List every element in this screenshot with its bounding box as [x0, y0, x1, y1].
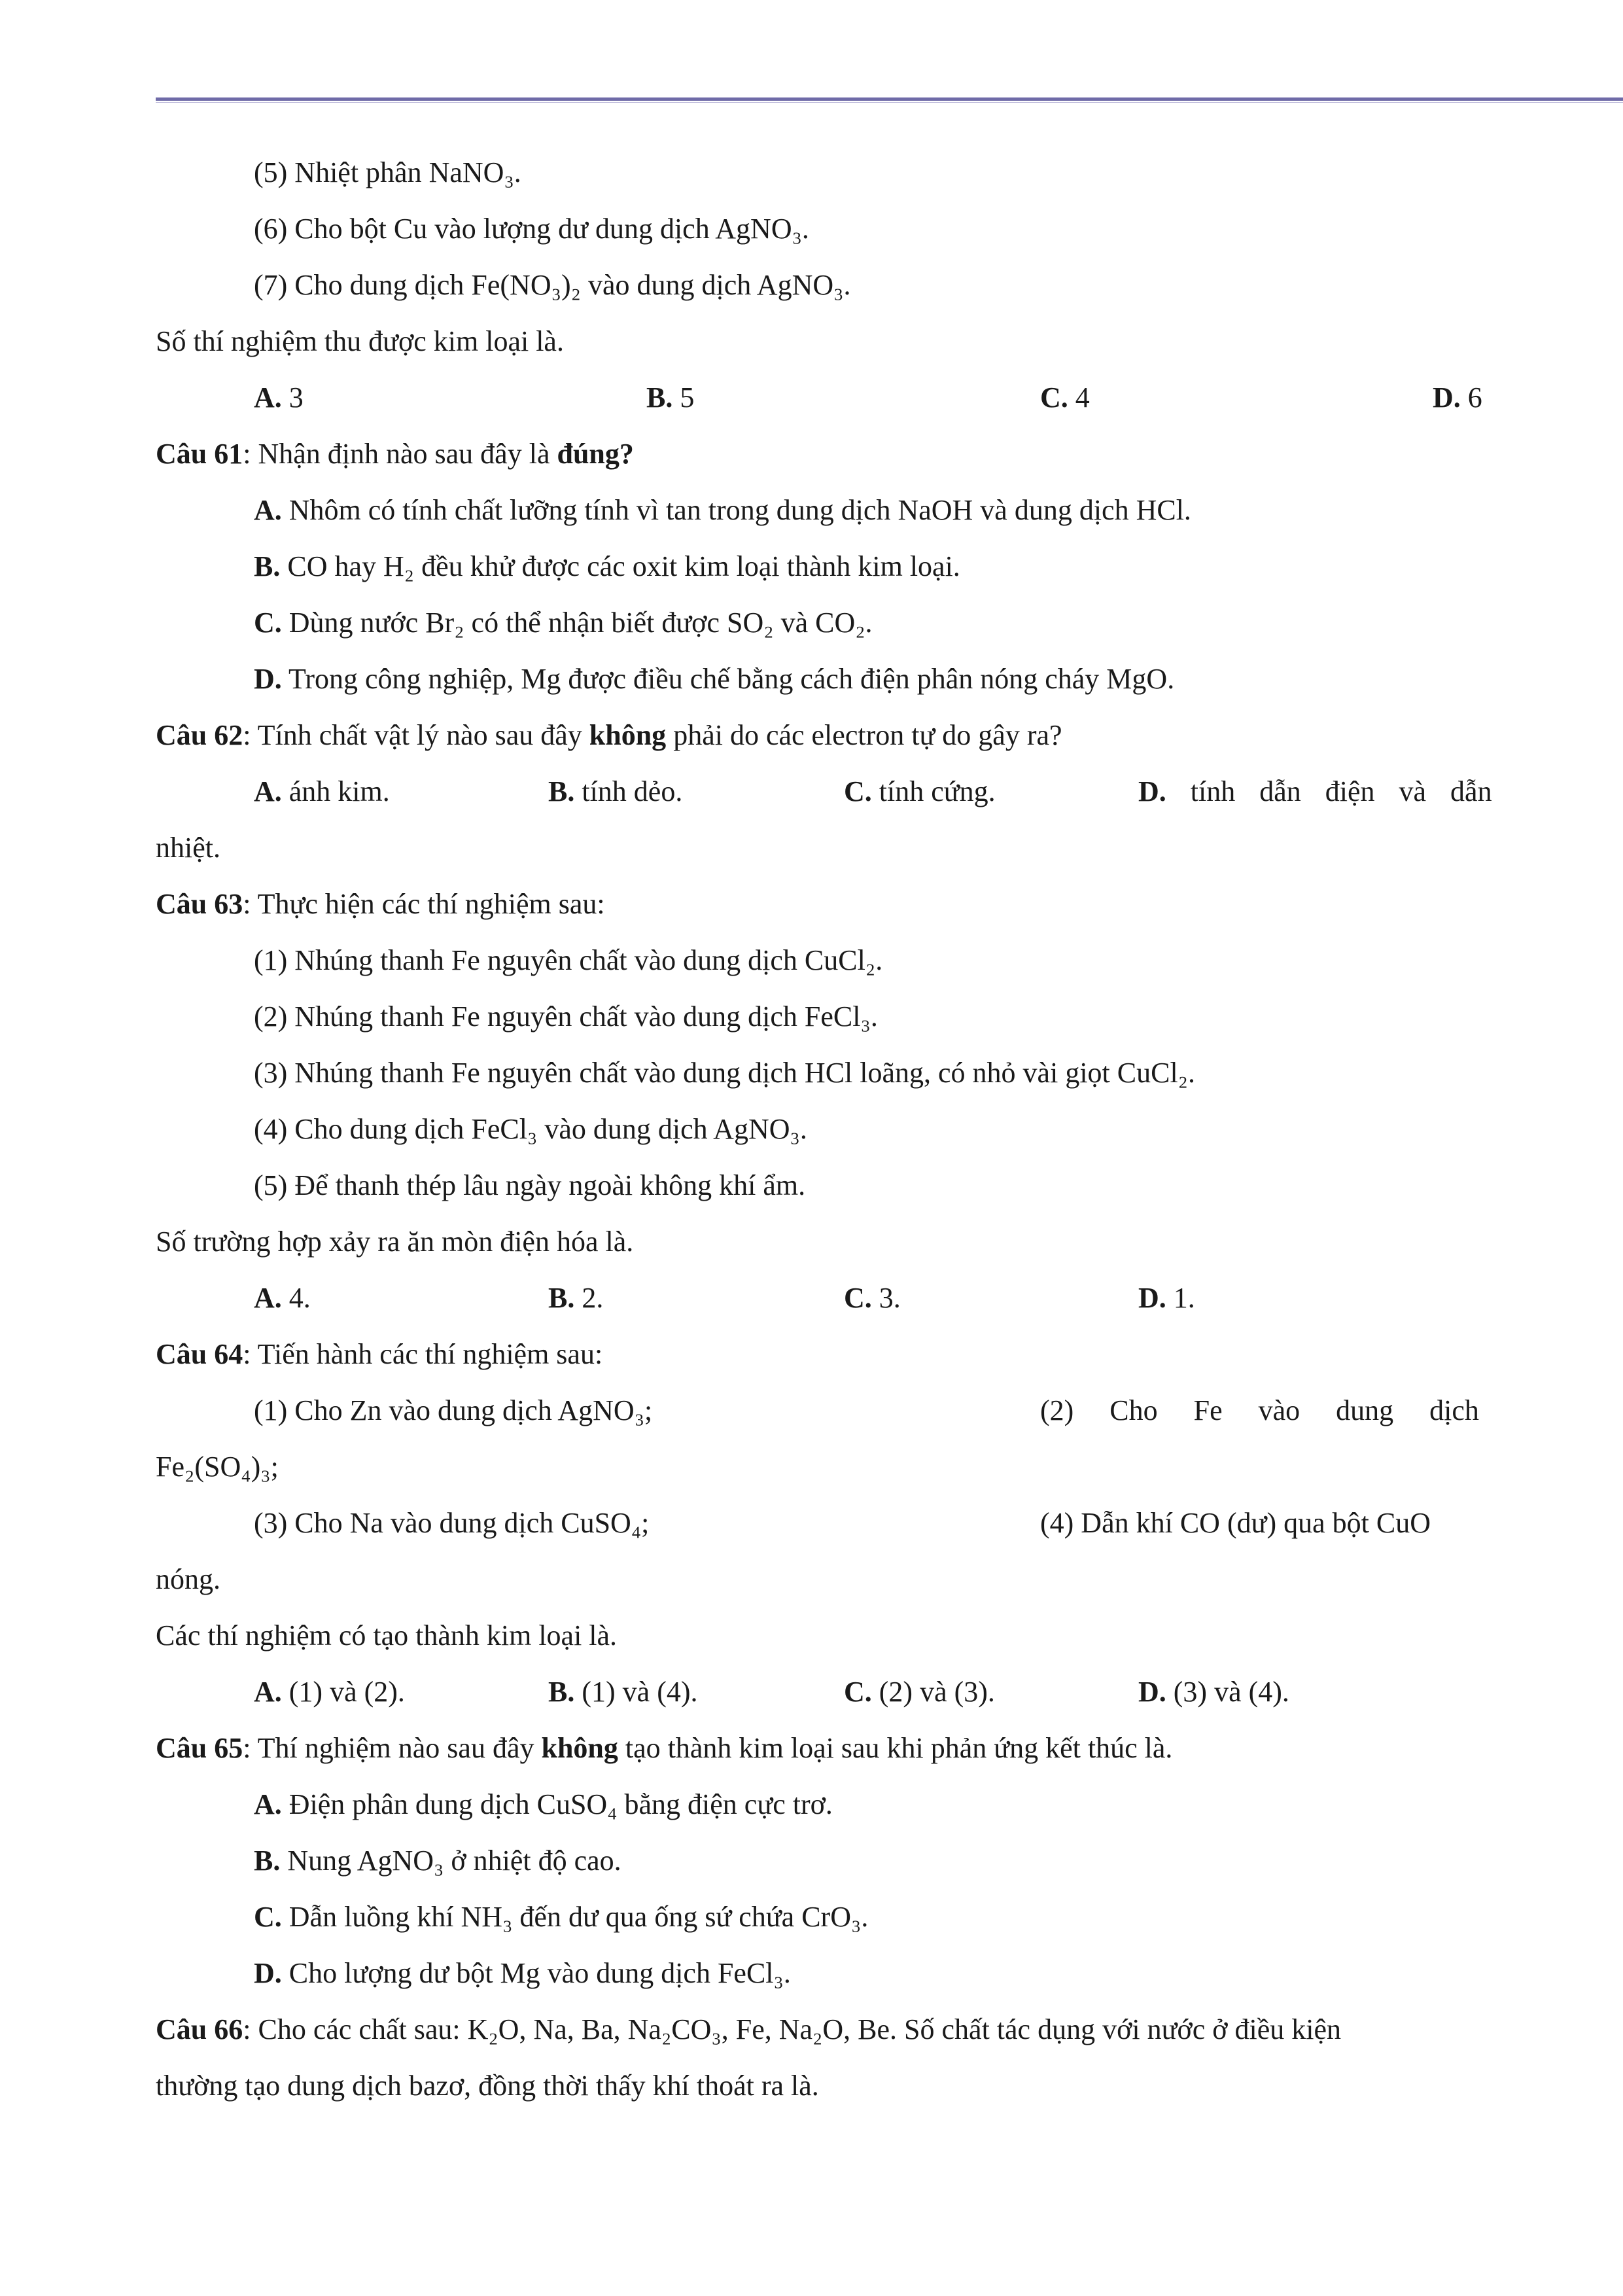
wrapped-text: nóng. [156, 1563, 220, 1595]
answer-option-b: B. 2. [548, 1282, 604, 1314]
experiment-item: (1) Cho Zn vào dung dịch AgNO₃; [254, 1394, 653, 1426]
question-prompt: Số trường hợp xảy ra ăn mòn điện hóa là. [156, 1226, 634, 1258]
answer-option-a: A. 4. [254, 1282, 311, 1314]
question-prompt: Các thí nghiệm có tạo thành kim loại là. [156, 1619, 618, 1651]
question-64: Câu 64: Tiến hành các thí nghiệm sau: [156, 1338, 603, 1370]
answer-option-d: D. Cho lượng dư bột Mg vào dung dịch FeCl₃. [254, 1957, 791, 1989]
answer-option-c: C. 3. [844, 1282, 901, 1314]
answer-option-b: B. Nung AgNO₃ ở nhiệt độ cao. [254, 1845, 621, 1877]
answer-option-c: C. tính cứng. [844, 775, 996, 807]
experiment-item: (3) Cho Na vào dung dịch CuSO₄; [254, 1507, 650, 1539]
header-rule [156, 97, 1623, 101]
answer-option-c: C. (2) và (3). [844, 1676, 995, 1708]
experiment-item: (6) Cho bột Cu vào lượng dư dung dịch AgNO₃. [254, 213, 809, 245]
answer-option-b: B. CO hay H₂ đều khử được các oxit kim loại thành kim loại. [254, 550, 960, 582]
wrapped-text: nhiệt. [156, 832, 220, 864]
wrapped-text: thường tạo dung dịch bazơ, đồng thời thấy khí thoát ra là. [156, 2070, 819, 2102]
experiment-item: (7) Cho dung dịch Fe(NO₃)₂ vào dung dịch AgNO₃. [254, 269, 851, 301]
answer-option-a: A. (1) và (2). [254, 1676, 405, 1708]
answer-option-a: A. Nhôm có tính chất lưỡng tính vì tan trong dung dịch NaOH và dung dịch HCl. [254, 494, 1191, 526]
answer-option-c: C. Dẫn luồng khí NH₃ đến dư qua ống sứ chứa CrO₃. [254, 1901, 869, 1933]
experiment-item: (1) Nhúng thanh Fe nguyên chất vào dung dịch CuCl₂. [254, 944, 883, 976]
answer-option-d: D. 1. [1138, 1282, 1195, 1314]
experiment-item: (5) Nhiệt phân NaNO₃. [254, 156, 521, 188]
question-62: Câu 62: Tính chất vật lý nào sau đây không phải do các electron tự do gây ra? [156, 719, 1062, 751]
answer-option-d: D. Trong công nghiệp, Mg được điều chế bằng cách điện phân nóng cháy MgO. [254, 663, 1175, 695]
question-61: Câu 61: Nhận định nào sau đây là đúng? [156, 438, 634, 470]
answer-option-b: B. tính dẻo. [548, 775, 683, 807]
answer-option-a: A. Điện phân dung dịch CuSO₄ bằng điện cực trơ. [254, 1788, 833, 1820]
answer-option-d: D. (3) và (4). [1138, 1676, 1289, 1708]
wrapped-text: Fe₂(SO₄)₃; [156, 1451, 279, 1483]
answer-option-c: C. Dùng nước Br₂ có thể nhận biết được SO₂ và CO₂. [254, 607, 873, 639]
answer-option-a: A. ánh kim. [254, 775, 390, 807]
answer-option-d: D. tính dẫn điện và dẫn [1138, 775, 1492, 807]
answer-option-d: D. 6 [1433, 381, 1482, 414]
experiment-item: (3) Nhúng thanh Fe nguyên chất vào dung dịch HCl loãng, có nhỏ vài giọt CuCl₂. [254, 1057, 1196, 1089]
question-65: Câu 65: Thí nghiệm nào sau đây không tạo thành kim loại sau khi phản ứng kết thúc là. [156, 1732, 1173, 1764]
experiment-item: (4) Dẫn khí CO (dư) qua bột CuO [1040, 1507, 1431, 1539]
question-63: Câu 63: Thực hiện các thí nghiệm sau: [156, 888, 605, 920]
answer-option-c: C. 4 [1040, 381, 1090, 414]
question-prompt: Số thí nghiệm thu được kim loại là. [156, 325, 564, 357]
question-66: Câu 66: Cho các chất sau: K₂O, Na, Ba, Na₂CO₃, Fe, Na₂O, Be. Số chất tác dụng với nước ở điều kiện [156, 2013, 1341, 2045]
experiment-item: (4) Cho dung dịch FeCl₃ vào dung dịch AgNO₃. [254, 1113, 807, 1145]
experiment-item: (2) Cho Fe vào dung dịch [1040, 1394, 1479, 1426]
experiment-item: (5) Để thanh thép lâu ngày ngoài không khí ẩm. [254, 1169, 806, 1201]
header-rule-thin [156, 102, 1623, 103]
answer-option-b: B. (1) và (4). [548, 1676, 698, 1708]
answer-option-a: A. 3 [254, 381, 304, 414]
answer-option-b: B. 5 [646, 381, 695, 414]
experiment-item: (2) Nhúng thanh Fe nguyên chất vào dung dịch FeCl₃. [254, 1000, 878, 1033]
